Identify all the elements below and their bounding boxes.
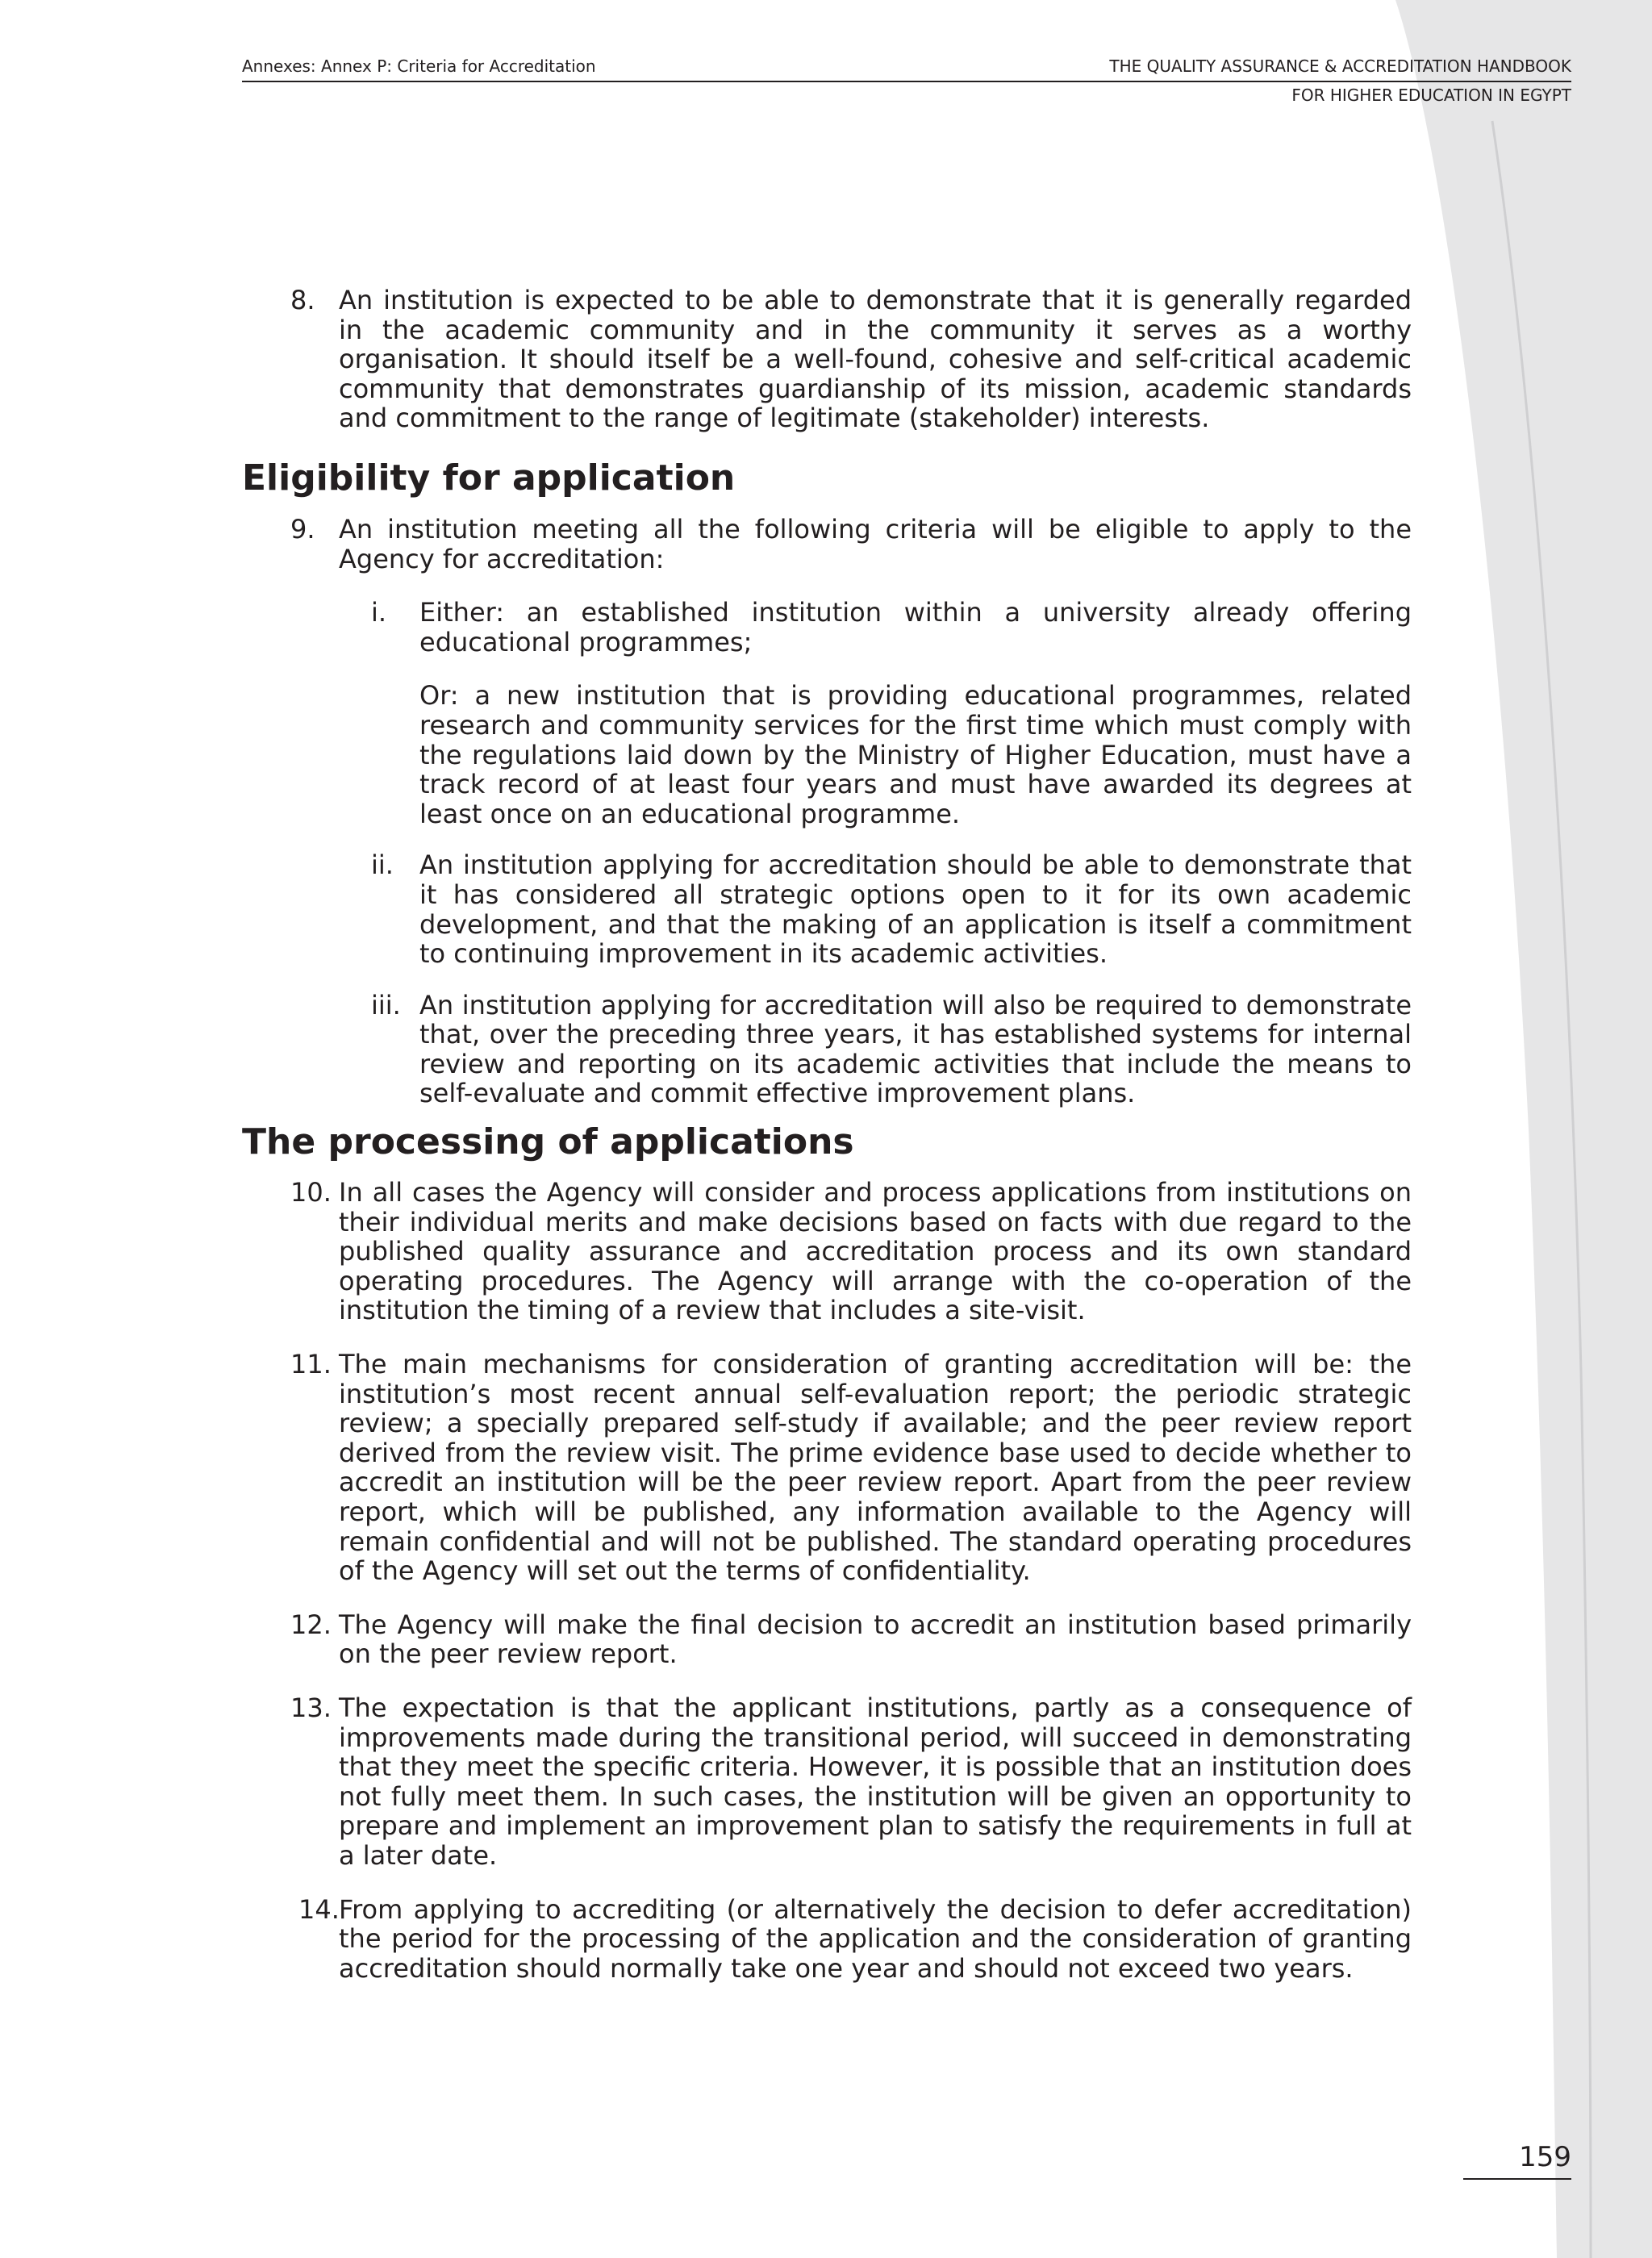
item-text: The expectation is that the applicant institutions, partly as a consequence of improvements made during the transitional period, will succeed in demonstrating that they meet the specific criteria. However, it is possible that an institution does not fully meet them. In such cases, the institution will be given an opportunity to prepare and implement an improvement plan to satisfy the requirements in full at a later date. (339, 1692, 1412, 1871)
running-header-left: Annexes: Annex P: Criteria for Accreditation (242, 56, 596, 76)
item-number: 9. (290, 513, 315, 545)
item-text: From applying to accrediting (or alternatively the decision to defer accreditation) the period for the processing of the application and the consideration of granting accreditation should normally take one year and should not exceed two years. (339, 1893, 1412, 1984)
page-number-rule (1463, 2178, 1571, 2180)
running-header-subtitle: FOR HIGHER EDUCATION IN EGYPT (1291, 86, 1571, 105)
paragraph-9 (242, 515, 1412, 574)
item-number: 12. (290, 1609, 332, 1640)
paragraph-11 (242, 1350, 1412, 1586)
paragraph-12 (242, 1610, 1412, 1669)
item-number: 8. (290, 285, 315, 315)
sub-item-iii (242, 991, 1412, 1108)
item-text: An institution meeting all the following criteria will be eligible to apply to the Agency for accreditation: (339, 513, 1412, 574)
item-text: An institution is expected to be able to demonstrate that it is generally regarded in the academic community and in the community it serves as a worthy organisation. It should itself be a well-found, cohesive and self-critical academic community that demonstrates guardianship of its mission, academic standards and commitment to the range of legitimate (stakeholder) interests. (339, 285, 1412, 434)
document-body (242, 286, 1412, 1983)
item-text: An institution applying for accreditation will also be required to demonstrate that, over the preceding three years, it has established systems for internal review and reporting on its academic activities that include the means to self-evaluate and commit effective improvement plans. (419, 989, 1412, 1109)
item-text: In all cases the Agency will consider and process applications from institutions on their individual merits and make decisions based on facts with due regard to the published quality assurance and accreditation process and its own standard operating procedures. The Agency will arrange with the co-operation of the institution the timing of a review that includes a site-visit. (339, 1177, 1412, 1326)
running-header-title: THE QUALITY ASSURANCE & ACCREDITATION HANDBOOK (1109, 56, 1571, 76)
paragraph-8 (242, 286, 1412, 433)
item-number: 11. (290, 1349, 332, 1380)
item-number: iii. (371, 989, 401, 1020)
item-text: Either: an established institution within a university already offering educational programmes; (419, 597, 1412, 657)
item-text: An institution applying for accreditation should be able to demonstrate that it has considered all strategic options open to it for its own academic development, and that the making of an application is itself a commitment to continuing improvement in its academic activities. (419, 849, 1412, 970)
paragraph-10 (242, 1178, 1412, 1325)
page-number: 159 (1519, 2141, 1571, 2173)
item-number: 14. (298, 1893, 340, 1925)
paragraph-14 (242, 1895, 1412, 1984)
item-number: i. (371, 597, 387, 628)
section-heading-eligibility: Eligibility for application (242, 457, 736, 499)
sub-item-i-alternative: Or: a new institution that is providing educational programmes, related research and community services for the first time which must comply with the regulations laid down by the Ministry of Higher Education, must have a track record of at least four years and must have awarded its degrees at least once on an educational programme. (419, 680, 1412, 829)
sub-item-i (242, 598, 1412, 657)
item-number: ii. (371, 849, 394, 881)
paragraph-13 (242, 1693, 1412, 1871)
section-heading-processing: The processing of applications (242, 1121, 854, 1163)
header-rule (242, 81, 1571, 82)
item-number: 10. (290, 1177, 332, 1208)
item-number: 13. (290, 1692, 332, 1723)
item-text: The main mechanisms for consideration of granting accreditation will be: the institution’s most recent annual self-evaluation report; the periodic strategic review; a specially prepared self-study if available; and the peer review report derived from the review visit. The prime evidence base used to decide whether to accredit an institution will be the peer review report. Apart from the peer review report, which will be published, any information available to the Agency will remain confidential and will not be published. The standard operating procedures of the Agency will set out the terms of confidentiality. (339, 1349, 1412, 1587)
sub-item-ii (242, 850, 1412, 968)
item-text: The Agency will make the final decision to accredit an institution based primarily on the peer review report. (339, 1609, 1412, 1670)
